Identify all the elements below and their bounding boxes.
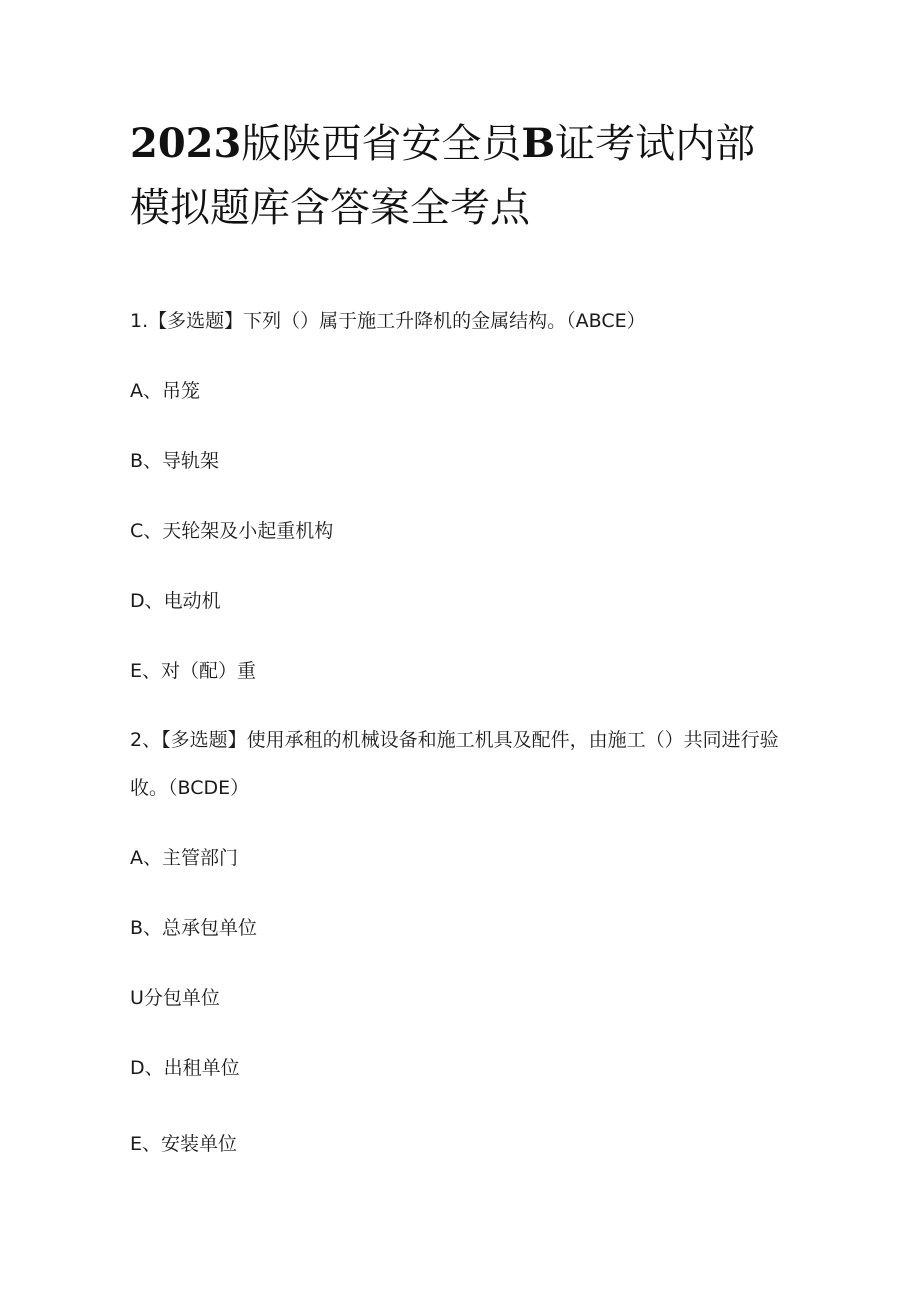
question-1-text: 1.【多选题】下列（）属于施工升降机的金属结构。（ABCE） xyxy=(130,310,646,332)
question-2-option-e: E、安装单位 xyxy=(130,1133,238,1155)
document-title xyxy=(130,112,810,240)
question-2-option-d: D、出租单位 xyxy=(130,1057,240,1079)
title-grade: B xyxy=(521,120,556,167)
question-1-option-e: E、对（配）重 xyxy=(130,660,257,682)
question-2-option-b: B、总承包单位 xyxy=(130,917,258,939)
title-part: 证考试内部 xyxy=(555,121,756,167)
question-1-option-c: C、天轮架及小起重机构 xyxy=(130,520,334,542)
title-part: 版陕西省安全员 xyxy=(241,121,522,167)
question-1-option-d: D、电动机 xyxy=(130,590,221,612)
question-1-option-a: A、吊笼 xyxy=(130,380,200,402)
title-line-2: 模拟题库含答案全考点 xyxy=(130,185,530,231)
question-2-text: 2、【多选题】使用承租的机械设备和施工机具及配件，由施工（）共同进行验收。（BCDE） xyxy=(130,729,779,799)
question-1-option-b: B、导轨架 xyxy=(130,450,220,472)
question-2-option-a: A、主管部门 xyxy=(130,847,238,869)
title-year: 2023 xyxy=(130,120,242,167)
question-2-option-c: U分包单位 xyxy=(130,987,220,1009)
